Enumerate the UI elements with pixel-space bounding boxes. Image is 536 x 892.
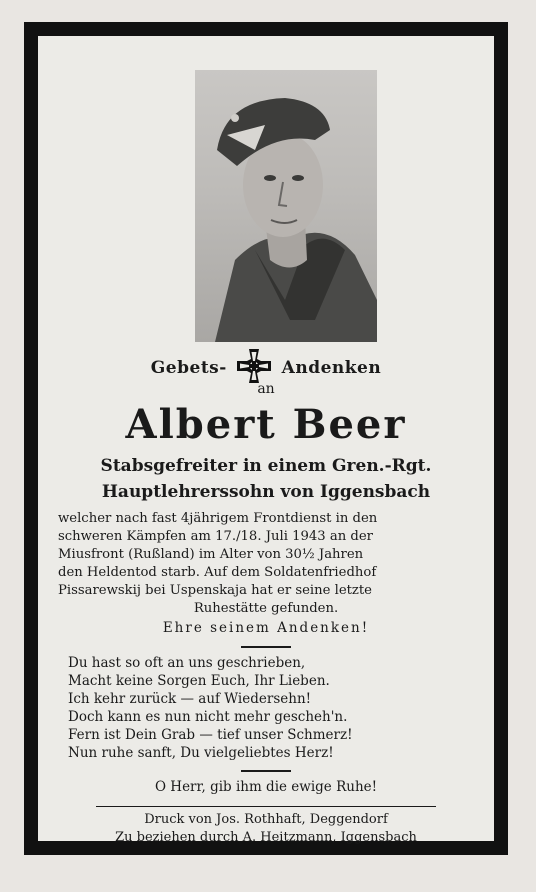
printer-credit: Druck von Jos. Rothhaft, Deggendorf bbox=[144, 812, 388, 827]
memorial-poem bbox=[68, 654, 468, 762]
bio-line: Pissarewskij bei Uspenskaja hat er seine letzte bbox=[58, 583, 372, 598]
poem-line: Du hast so oft an uns geschrieben, bbox=[68, 655, 306, 671]
poem-line: Fern ist Dein Grab — tief unser Schmerz! bbox=[68, 727, 353, 743]
an-text: an bbox=[257, 381, 275, 397]
honor-line: Ehre seinem Andenken! bbox=[162, 620, 370, 636]
memorial-card bbox=[24, 22, 508, 855]
bio-line: Ruhestätte gefunden. bbox=[193, 601, 339, 616]
poem-line: Macht keine Sorgen Euch, Ihr Lieben. bbox=[68, 673, 330, 689]
soldier-portrait-image bbox=[195, 70, 377, 342]
portrait-photo bbox=[195, 70, 377, 342]
divider-short-2 bbox=[241, 770, 291, 772]
heading-right-text: Andenken bbox=[281, 358, 382, 378]
heading-left-text: Gebets- bbox=[150, 358, 227, 378]
biography-text bbox=[58, 510, 474, 618]
bio-line: Miusfront (Rußland) im Alter von 30½ Jahren bbox=[58, 547, 364, 562]
bio-line: den Heldentod starb. Auf dem Soldatenfriedhof bbox=[58, 565, 377, 580]
divider-short-1 bbox=[241, 646, 291, 648]
military-rank: Stabsgefreiter in einem Gren.-Rgt. bbox=[100, 456, 432, 476]
distributor-credit: Zu beziehen durch A. Heitzmann, Iggensbach bbox=[115, 830, 417, 845]
prayer-line: O Herr, gib ihm die ewige Ruhe! bbox=[154, 779, 378, 795]
origin-text: Hauptlehrerssohn von Iggensbach bbox=[101, 482, 431, 502]
imprint-divider bbox=[96, 806, 436, 807]
poem-line: Nun ruhe sanft, Du vielgeliebtes Herz! bbox=[68, 745, 334, 761]
bio-line: schweren Kämpfen am 17./18. Juli 1943 an der bbox=[58, 529, 373, 544]
deceased-name: Albert Beer bbox=[125, 401, 407, 448]
poem-line: Ich kehr zurück — auf Wiedersehn! bbox=[68, 691, 312, 707]
bio-line: welcher nach fast 4jährigem Frontdienst in den bbox=[58, 511, 378, 526]
poem-line: Doch kann es nun nicht mehr gescheh'n. bbox=[68, 709, 348, 725]
